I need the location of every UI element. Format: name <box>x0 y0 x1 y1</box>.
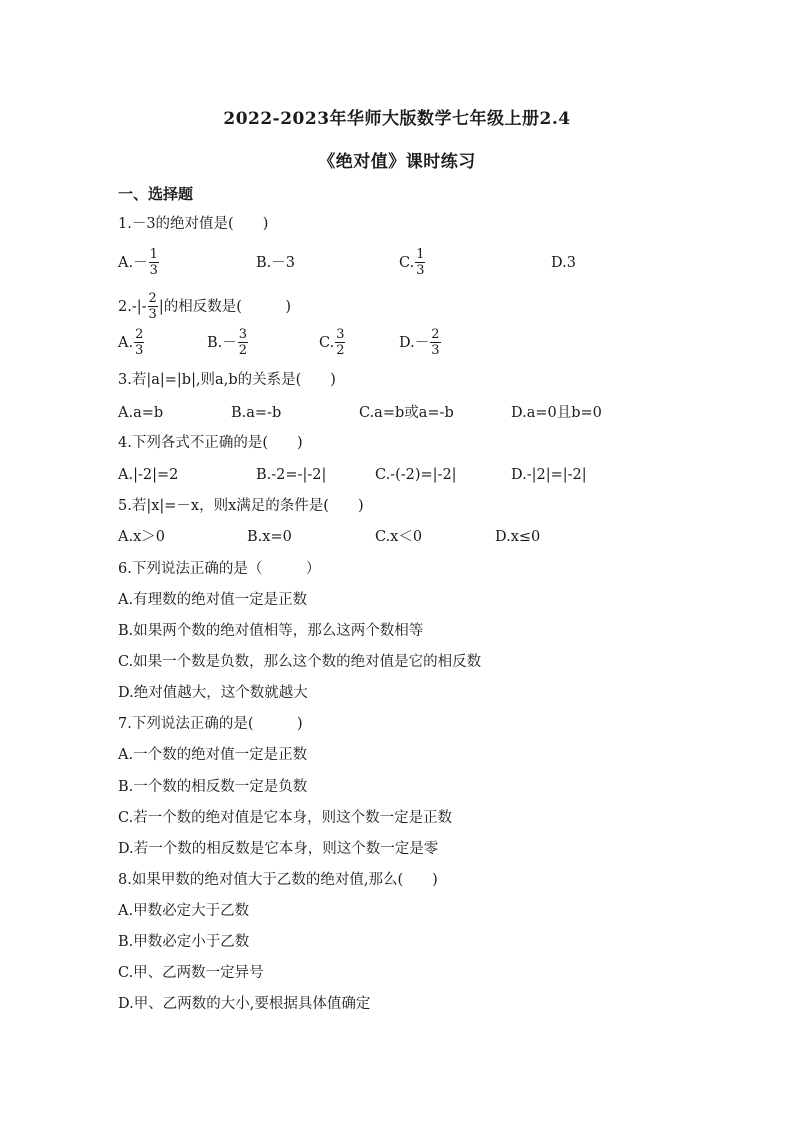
question-3-option-b: B.a=-b <box>231 405 282 421</box>
question-6-stem: 6.下列说法正确的是（ ） <box>118 561 321 577</box>
fraction: $\frac{2}{3}$ <box>148 291 157 322</box>
question-8-option-d: D.甲、乙两数的大小,要根据具体值确定 <box>118 996 371 1012</box>
question-7-stem: 7.下列说法正确的是( ) <box>118 716 303 732</box>
question-2-option-b: B.－ $\frac{3}{2}$ <box>207 327 248 358</box>
question-5-option-c: C.x＜0 <box>375 529 423 545</box>
question-8-stem: 8.如果甲数的绝对值大于乙数的绝对值,那么( ) <box>118 872 438 888</box>
question-1-stem: 1.－3的绝对值是( ) <box>118 216 269 232</box>
question-7-option-d: D.若一个数的相反数是它本身，则这个数一定是零 <box>118 841 439 857</box>
question-6-option-b: B.如果两个数的绝对值相等，那么这两个数相等 <box>118 623 424 639</box>
question-8-option-c: C.甲、乙两数一定异号 <box>118 965 264 981</box>
question-7-option-b: B.一个数的相反数一定是负数 <box>118 779 308 795</box>
question-7-option-a: A.一个数的绝对值一定是正数 <box>118 747 308 763</box>
question-2-option-a: A. $\frac{2}{3}$ <box>118 327 144 358</box>
question-1-option-a: A.－ $\frac{1}{3}$ <box>118 247 158 278</box>
question-5-option-d: D.x≤0 <box>495 529 541 545</box>
question-6-option-c: C.如果一个数是负数，那么这个数的绝对值是它的相反数 <box>118 654 482 670</box>
fraction: $\frac{3}{2}$ <box>238 327 248 358</box>
question-4-option-d: D.-|2|=|-2| <box>511 467 587 483</box>
fraction: $\frac{1}{3}$ <box>149 247 158 278</box>
question-2-stem: 2.-|- $\frac{2}{3}$ |的相反数是( ) <box>118 291 292 322</box>
question-3-option-d: D.a=0且b=0 <box>511 405 602 421</box>
question-4-stem: 4.下列各式不正确的是( ) <box>118 435 303 451</box>
question-8-option-b: B.甲数必定小于乙数 <box>118 934 250 950</box>
section-heading: 一、选择题 <box>118 185 194 203</box>
question-4-option-a: A.|-2|=2 <box>118 467 179 483</box>
question-2-option-d: D.－ $\frac{2}{3}$ <box>399 327 440 358</box>
question-2-option-c: C. $\frac{3}{2}$ <box>319 327 345 358</box>
question-3-option-c: C.a=b或a=-b <box>359 405 454 421</box>
fraction: $\frac{3}{2}$ <box>336 327 345 358</box>
question-5-option-a: A.x＞0 <box>118 529 165 545</box>
question-6-option-a: A.有理数的绝对值一定是正数 <box>118 592 308 608</box>
question-1-option-b: B.－3 <box>256 255 295 271</box>
question-5-stem: 5.若|x|=－x，则x满足的条件是( ) <box>118 498 364 514</box>
fraction: $\frac{2}{3}$ <box>431 327 440 358</box>
question-1-option-c: C. $\frac{1}{3}$ <box>399 247 425 278</box>
question-5-option-b: B.x=0 <box>247 529 292 545</box>
doc-title-line2: 《绝对值》课时练习 <box>318 152 476 172</box>
question-8-option-a: A.甲数必定大于乙数 <box>118 903 250 919</box>
fraction: $\frac{2}{3}$ <box>135 327 144 358</box>
question-3-stem: 3.若|a|=|b|,则a,b的关系是( ) <box>118 372 336 388</box>
question-4-option-c: C.-(-2)=|-2| <box>375 467 457 483</box>
question-3-option-a: A.a=b <box>118 405 164 421</box>
question-6-option-d: D.绝对值越大，这个数就越大 <box>118 685 308 701</box>
doc-title-line1: 2022-2023年华师大版数学七年级上册2.4 <box>223 109 571 129</box>
question-1-option-d: D.3 <box>551 255 576 271</box>
fraction: $\frac{1}{3}$ <box>416 247 425 278</box>
question-7-option-c: C.若一个数的绝对值是它本身，则这个数一定是正数 <box>118 810 453 826</box>
question-4-option-b: B.-2=-|-2| <box>256 467 327 483</box>
